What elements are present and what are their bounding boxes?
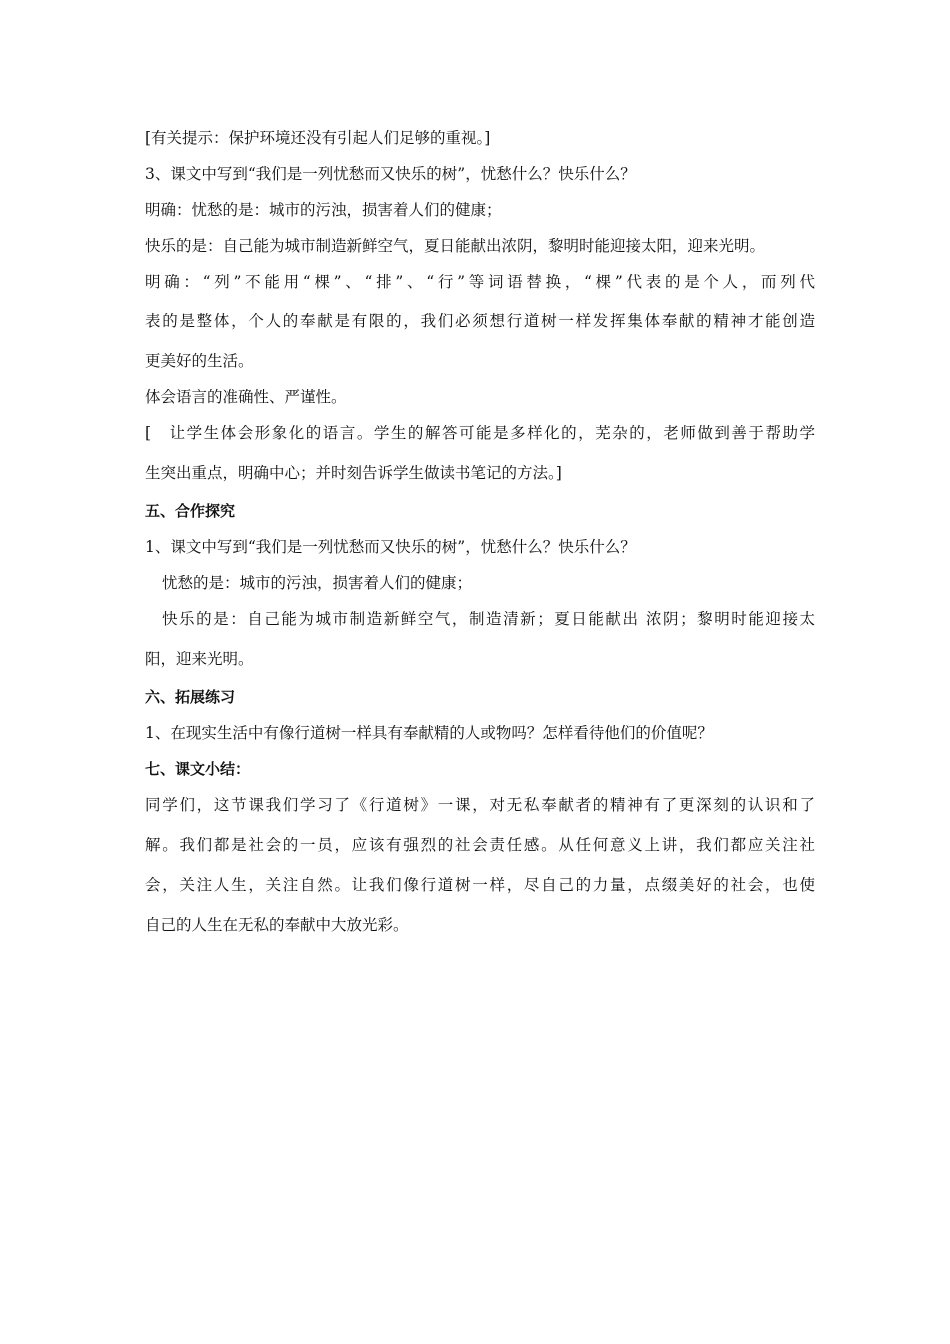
summary-line: 会，关注人生，关注自然。让我们像行道树一样，尽自己的力量，点缀美好的社会，也使 — [145, 876, 815, 894]
summary-line: 同学们，这节课我们学习了《行道树》一课，对无私奉献者的精神有了更深刻的认识和了 — [145, 796, 815, 814]
paragraph-line: 表的是整体，个人的奉献是有限的，我们必须想行道树一样发挥集体奉献的精神才能创造 — [145, 312, 815, 330]
answer-happy: 快乐的是：自己能为城市制造新鲜空气，制造清新；夏日能献出 浓阴；黎明时能迎接太 — [162, 610, 815, 628]
hint-note: [有关提示：保护环境还没有引起人们足够的重视。] — [145, 129, 491, 147]
bracket-note-line: 生突出重点，明确中心；并时刻告诉学生做读书笔记的方法。] — [145, 464, 562, 482]
question-3: 3、课文中写到“我们是一列忧愁而又快乐的树”，忧愁什么？快乐什么？ — [145, 165, 636, 183]
section-heading-5: 五、合作探究 — [145, 502, 236, 520]
answer-happy: 快乐的是：自己能为城市制造新鲜空气，夏日能献出浓阴，黎明时能迎接太阳，迎来光明。 — [145, 237, 766, 255]
section-heading-6: 六、拓展练习 — [145, 688, 236, 706]
summary-line: 自己的人生在无私的奉献中大放光彩。 — [145, 916, 409, 934]
answer-happy-cont: 阳，迎来光明。 — [145, 650, 254, 668]
paragraph-line: 体会语言的准确性、严谨性。 — [145, 388, 347, 406]
section-heading-7: 七、课文小结： — [145, 760, 251, 778]
exercise-1: 1、在现实生活中有像行道树一样具有奉献精的人或物吗？怎样看待他们的价值呢？ — [145, 724, 713, 742]
paragraph-line: 更美好的生活。 — [145, 352, 254, 370]
summary-line: 解。我们都是社会的一员，应该有强烈的社会责任感。从任何意义上讲，我们都应关注社 — [145, 836, 815, 854]
answer-worry: 忧愁的是：城市的污浊，损害着人们的健康； — [162, 574, 473, 592]
answer-worry: 明确：忧愁的是：城市的污浊，损害着人们的健康； — [145, 201, 502, 219]
paragraph-line: 明确：“列”不能用“棵”、“排”、“行”等词语替换，“棵”代表的是个人，而列代 — [145, 273, 815, 291]
bracket-note-line: [ 让学生体会形象化的语言。学生的解答可能是多样化的，芜杂的，老师做到善于帮助学 — [145, 424, 815, 442]
question-1: 1、课文中写到“我们是一列忧愁而又快乐的树”，忧愁什么？快乐什么？ — [145, 538, 636, 556]
